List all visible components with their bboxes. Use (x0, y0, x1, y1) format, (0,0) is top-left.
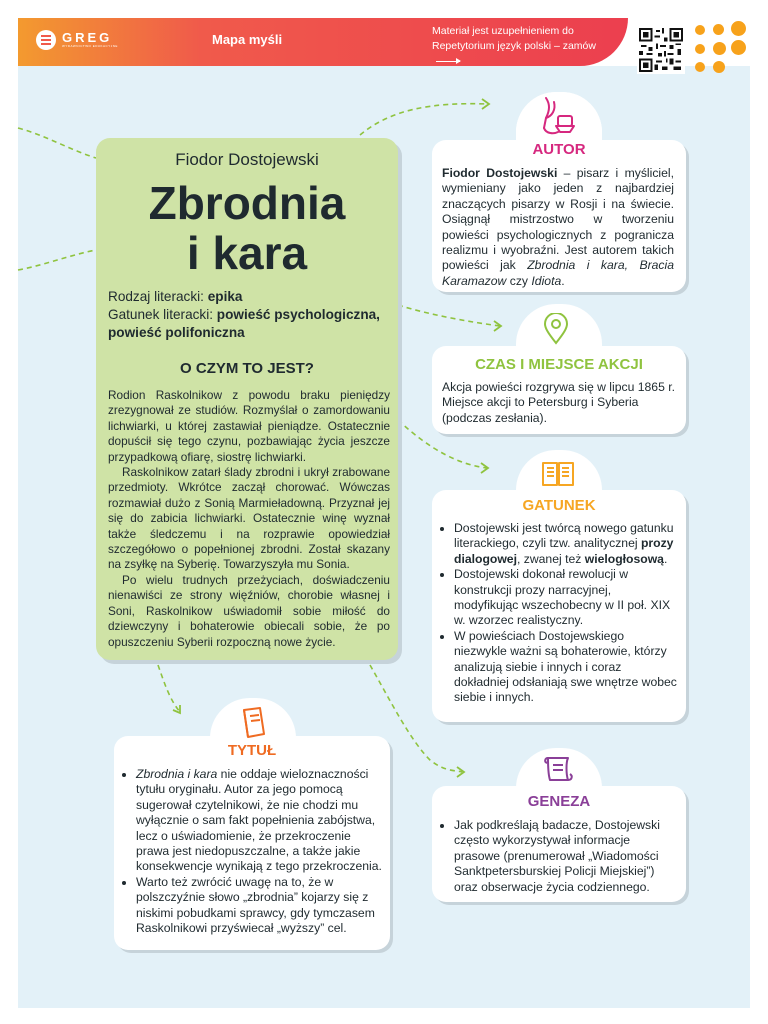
geneza-list (440, 818, 678, 895)
genre-label-2: Gatunek literacki: (108, 307, 217, 322)
geneza-title: GENEZA (527, 793, 591, 810)
autor-name: Fiodor Dostojewski (442, 166, 558, 180)
czas-title: CZAS I MIEJSCE AKCJI (475, 356, 643, 373)
tytul-title: TYTUŁ (227, 742, 277, 759)
book-title-line-2: i kara (186, 227, 308, 279)
genre-info (108, 288, 393, 342)
location-pin-icon (542, 313, 570, 345)
logo-mark-icon (36, 30, 56, 50)
greg-logo[interactable] (36, 30, 118, 50)
decor-dot (731, 40, 746, 55)
tytul-book-title: Zbrodnia i kara (136, 767, 218, 781)
decor-dot (713, 61, 725, 73)
promo-line-2: Repetytorium język polski – zamów (432, 40, 596, 52)
genre-value-2: powieść psychologiczna, powieść polifoniczna (108, 307, 380, 340)
tytul-item-1-text: nie oddaje wieloznaczności tytułu oryginału. Autor za jego pomocą sugerował czytelnikowi, że nie chodzi mu wyłącznie o sam fakt popełnienia zabójstwa, lecz o uświadomienie, że przekroczenie prawa jest niedopuszczalne, a także jakie konsekwencje wynikają z tego przekroczenia. (136, 767, 382, 874)
gatunek-item (454, 521, 678, 567)
promo-line-1: Materiał jest uzupełnieniem do (432, 25, 574, 37)
decor-dot (713, 42, 726, 55)
summary-paragraph: Raskolnikow zatarł ślady zbrodni i ukrył zrabowane przedmioty. Wkrótce zaczął chorować. Wówczas rozmawiał dużo z Sonią Marmieładowną. Przyznał jej się do zabicia lichwiarki. Ostatecznie winę wyznał także śledczemu i na rozprawie opowiedział szczegółowo o popełnionej zbrodni. Został skazany na zsyłkę na Syberię. Towarzyszyła mu Sonia. (108, 465, 390, 572)
summary-text (108, 388, 390, 650)
geneza-item: • Jak podkreślają badacze, Dostojewski często wykorzystywał informacje prasowe (prenumerował „Wiadomości Sanktpetersburskiej Policji Miejskiej”) oraz obserwacje życia codziennego. (454, 818, 678, 895)
book-icon (240, 706, 268, 740)
writer-icon (536, 96, 582, 138)
decor-dot (695, 25, 705, 35)
gatunek-item: • Dostojewski dokonał rewolucji w konstrukcji prozy narracyjnej, modyfikując wszechobecny w II poł. XIX w. wzorzec realistyczny. (454, 567, 678, 629)
main-card (96, 138, 398, 660)
gatunek-title: GATUNEK (522, 497, 596, 514)
promo-text[interactable] (432, 24, 622, 69)
autor-work-idiota: Idiota (531, 273, 562, 288)
open-book-icon (540, 458, 576, 490)
gatunek-term-wieloglosowa: wielogłosową (584, 551, 664, 566)
tytul-list (122, 767, 384, 936)
page-title: Mapa myśli (212, 32, 283, 47)
decor-dot (731, 21, 746, 36)
genre-label-1: Rodzaj literacki: (108, 289, 208, 304)
arrow-right-icon (436, 61, 460, 62)
summary-heading: O CZYM TO JEST? (180, 360, 314, 377)
tytul-item: • Warto też zwrócić uwagę na to, że w polszczyźnie słowo „zbrodnia” kojarzy się z niskimi pobudkami sprawcy, gdy tymczasem Raskolnikowi przyświecał „wyższy” cel. (136, 875, 384, 937)
autor-works: Zbrodnia i kara, Bracia Karamazow (442, 258, 675, 288)
summary-paragraph: Po wielu trudnych przeżyciach, doświadczeniu nienawiści ze strony więźniów, chorobie własnej i Soni, Raskolnikow uświadomił sobie miłość do dziewczyny i bohaterowie obiecali sobie, że po opuszczeniu Syberii rozpoczną nowe życie. (108, 572, 390, 649)
book-title-line-1: Zbrodnia (148, 177, 346, 229)
autor-text-a: – pisarz i myśliciel, wymieniany jako jeden z najbardziej znaczących pisarzy w Rosji i na świecie. Osiągnął mistrzostwo w tworzeniu powieści psychologicznych z pogranicza realizmu i wyobraźni. Jest autorem takich powieści jak (442, 166, 674, 273)
gatunek-item-1a: Dostojewski jest twórcą nowego gatunku literackiego, czyli tzw. analitycznej (454, 521, 674, 551)
summary-paragraph: Rodion Raskolnikow z powodu braku pieniędzy zrezygnował ze studiów. Rozmyślał o zamordowaniu lichwiarki, u której zastawiał pieniądze. Ostatecznie dopuścił się tego czynu, pozbawiając życia jeszcze przypadkową ofiarę, siostrę lichwiarki. (108, 388, 390, 464)
logo-subtext: WYDAWNICTWO EDUKACYJNE (62, 44, 118, 48)
book-title (96, 178, 398, 278)
czas-text: Akcja powieści rozgrywa się w lipcu 1865 r. Miejsce akcji to Petersburg i Syberia (podczas zesłania). (442, 380, 676, 425)
tytul-item (136, 767, 384, 875)
logo-text: GREG (62, 30, 113, 45)
autor-title: AUTOR (532, 141, 586, 158)
qr-code[interactable] (637, 26, 685, 74)
decor-dot (695, 44, 705, 54)
autor-text-c: . (561, 273, 565, 288)
autor-text (442, 166, 674, 289)
autor-text-b: czy (506, 273, 532, 288)
gatunek-item: • W powieściach Dostojewskiego niezwykle ważni są bohaterowie, którzy analizują siebie i innych i coraz dokładniej odsłaniają swe wnętrze wobec siebie i innych. (454, 629, 678, 706)
gatunek-item-1e: . (663, 551, 668, 566)
decor-dot (713, 24, 724, 35)
decor-dot (695, 62, 705, 72)
main-author: Fiodor Dostojewski (175, 150, 319, 169)
gatunek-list (440, 521, 678, 706)
gatunek-item-1c: , zwanej też (516, 551, 585, 566)
genre-value-1: epika (207, 289, 243, 304)
scroll-icon (542, 754, 576, 786)
gatunek-term-proza: prozy dialogowej (454, 536, 674, 566)
